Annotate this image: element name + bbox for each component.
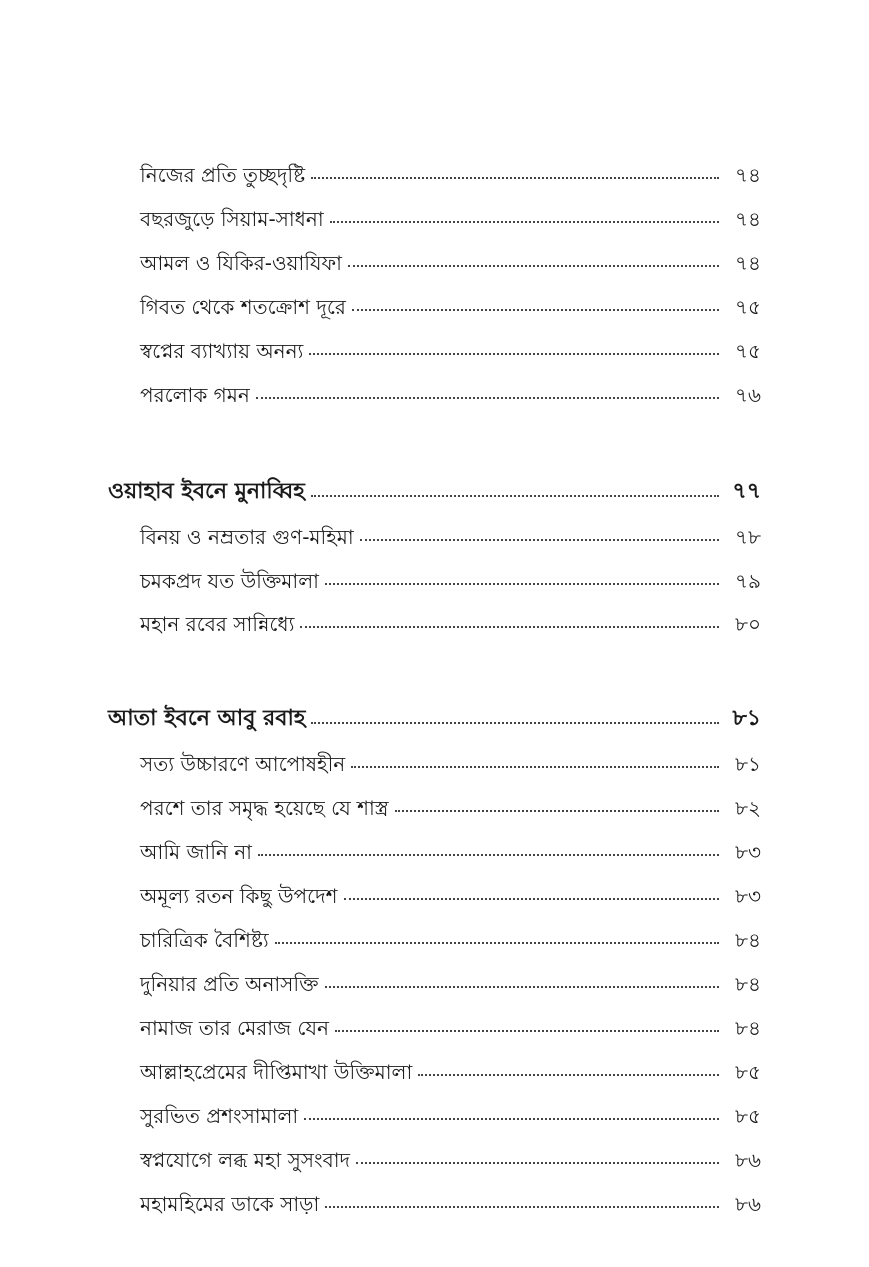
toc-entry bbox=[140, 196, 761, 230]
dot-leader bbox=[348, 265, 719, 267]
toc-entry-page: ৭৪ bbox=[735, 163, 761, 187]
toc-entry-title: আমল ও যিকির-ওয়াযিফা bbox=[140, 251, 342, 275]
toc-entry-title: দুনিয়ার প্রতি অনাসক্তি bbox=[140, 972, 319, 996]
toc-entry-title: পরশে তার সমৃদ্ধ হয়েছে যে শাস্ত্র bbox=[140, 796, 389, 820]
toc-entry-page: ৮৫ bbox=[735, 1060, 761, 1084]
toc-entry-page: ৭৬ bbox=[734, 383, 761, 407]
toc-entry-title: নিজের প্রতি তুচ্ছদৃষ্টি bbox=[140, 163, 306, 187]
toc-entry bbox=[140, 328, 761, 362]
toc-entry-page: ৮০ bbox=[735, 612, 761, 636]
toc-entry-title: চারিত্রিক বৈশিষ্ট্য bbox=[140, 928, 269, 952]
toc-entry bbox=[140, 1093, 761, 1127]
toc-chapter-heading bbox=[108, 470, 761, 504]
toc-entry-page: ৭৯ bbox=[735, 569, 761, 593]
toc-entry-page: ৮৫ bbox=[735, 1104, 761, 1128]
dot-leader bbox=[356, 1162, 719, 1164]
toc-entry-page: ৮৬ bbox=[735, 1192, 761, 1216]
toc-entry-title: সত্য উচ্চারণে আপোষহীন bbox=[140, 752, 346, 776]
dot-leader bbox=[351, 766, 719, 768]
toc-entry-title: স্বপ্নের ব্যাখ্যায় অনন্য bbox=[140, 339, 304, 363]
toc-entry-page: ৮৪ bbox=[735, 1016, 761, 1040]
dot-leader bbox=[311, 177, 719, 179]
toc-entry bbox=[140, 1137, 761, 1171]
toc-entry bbox=[140, 240, 761, 274]
toc-entry-page: ৭৪ bbox=[735, 207, 761, 231]
dot-leader bbox=[395, 810, 719, 812]
toc-entry-page: ৭৫ bbox=[735, 339, 761, 363]
toc-chapter-page: ৮১ bbox=[732, 705, 761, 731]
toc-entry-page: ৭৪ bbox=[735, 251, 761, 275]
toc-entry-page: ৮১ bbox=[735, 752, 761, 776]
toc-chapter-title: ওয়াহাব ইবনে মুনাব্বিহ bbox=[108, 478, 305, 504]
toc-entry-page: ৮৬ bbox=[735, 1148, 761, 1172]
toc-entry-title: আল্লাহপ্রেমের দীপ্তিমাখা উক্তিমালা bbox=[140, 1060, 413, 1084]
dot-leader bbox=[258, 854, 719, 856]
toc-entry-title: সুরভিত প্রশংসামালা bbox=[140, 1104, 299, 1128]
toc-entry-page: ৭৫ bbox=[735, 295, 761, 319]
toc-entry-title: স্বপ্নযোগে লব্ধ মহা সুসংবাদ bbox=[140, 1148, 351, 1172]
dot-leader bbox=[275, 942, 719, 944]
dot-leader bbox=[352, 309, 719, 311]
toc-chapter-page: ৭৭ bbox=[732, 478, 761, 504]
dot-leader bbox=[325, 583, 719, 585]
toc-entry bbox=[140, 284, 761, 318]
toc-entry bbox=[140, 785, 761, 819]
toc-entry bbox=[140, 372, 761, 406]
dot-leader bbox=[418, 1074, 719, 1076]
toc-chapter-title: আতা ইবনে আবু রবাহ bbox=[108, 705, 306, 731]
toc-entry bbox=[140, 917, 761, 951]
toc-entry bbox=[140, 829, 761, 863]
toc-entry-page: ৭৮ bbox=[735, 525, 761, 549]
dot-leader bbox=[304, 1118, 719, 1120]
toc-entry bbox=[140, 961, 761, 995]
toc-entry bbox=[140, 873, 761, 907]
dot-leader bbox=[256, 397, 719, 399]
dot-leader bbox=[309, 353, 719, 355]
toc-entry-title: অমূল্য রতন কিছু উপদেশ bbox=[140, 884, 338, 908]
toc-entry bbox=[140, 1049, 761, 1083]
toc-entry-page: ৮৪ bbox=[735, 972, 761, 996]
toc-entry-title: নামাজ তার মেরাজ যেন bbox=[140, 1016, 329, 1040]
toc-entry-title: বছরজুড়ে সিয়াম-সাধনা bbox=[140, 207, 324, 231]
toc-entry-page: ৮২ bbox=[735, 796, 761, 820]
toc-entry-page: ৮৪ bbox=[735, 928, 761, 952]
toc-entry-title: চমকপ্রদ যত উক্তিমালা bbox=[140, 569, 319, 593]
toc-entry-page: ৮৩ bbox=[735, 840, 761, 864]
dot-leader bbox=[300, 626, 719, 628]
toc-entry-title: আমি জানি না bbox=[140, 840, 252, 864]
dot-leader bbox=[311, 495, 719, 497]
dot-leader bbox=[330, 221, 719, 223]
dot-leader bbox=[344, 898, 719, 900]
toc-entry-title: বিনয় ও নম্রতার গুণ-মহিমা bbox=[140, 525, 354, 549]
dot-leader bbox=[325, 1206, 719, 1208]
toc-entry bbox=[140, 1181, 761, 1215]
toc-entry-title: গিবত থেকে শতক্রোশ দূরে bbox=[140, 295, 346, 319]
toc-entry bbox=[140, 558, 761, 592]
toc-entry bbox=[140, 514, 761, 548]
toc-entry-title: মহান রবের সান্নিধ্যে bbox=[140, 612, 295, 636]
toc-entry-title: পরলোক গমন bbox=[140, 383, 250, 407]
toc-entry bbox=[140, 741, 761, 775]
toc-entry bbox=[140, 152, 761, 186]
toc-entry-title: মহামহিমের ডাকে সাড়া bbox=[140, 1192, 320, 1216]
dot-leader bbox=[325, 986, 719, 988]
dot-leader bbox=[311, 722, 719, 724]
dot-leader bbox=[360, 539, 719, 541]
toc-entry bbox=[140, 601, 761, 635]
dot-leader bbox=[335, 1030, 719, 1032]
toc-entry-page: ৮৩ bbox=[735, 884, 761, 908]
toc-chapter-heading bbox=[108, 697, 761, 731]
toc-entry bbox=[140, 1005, 761, 1039]
